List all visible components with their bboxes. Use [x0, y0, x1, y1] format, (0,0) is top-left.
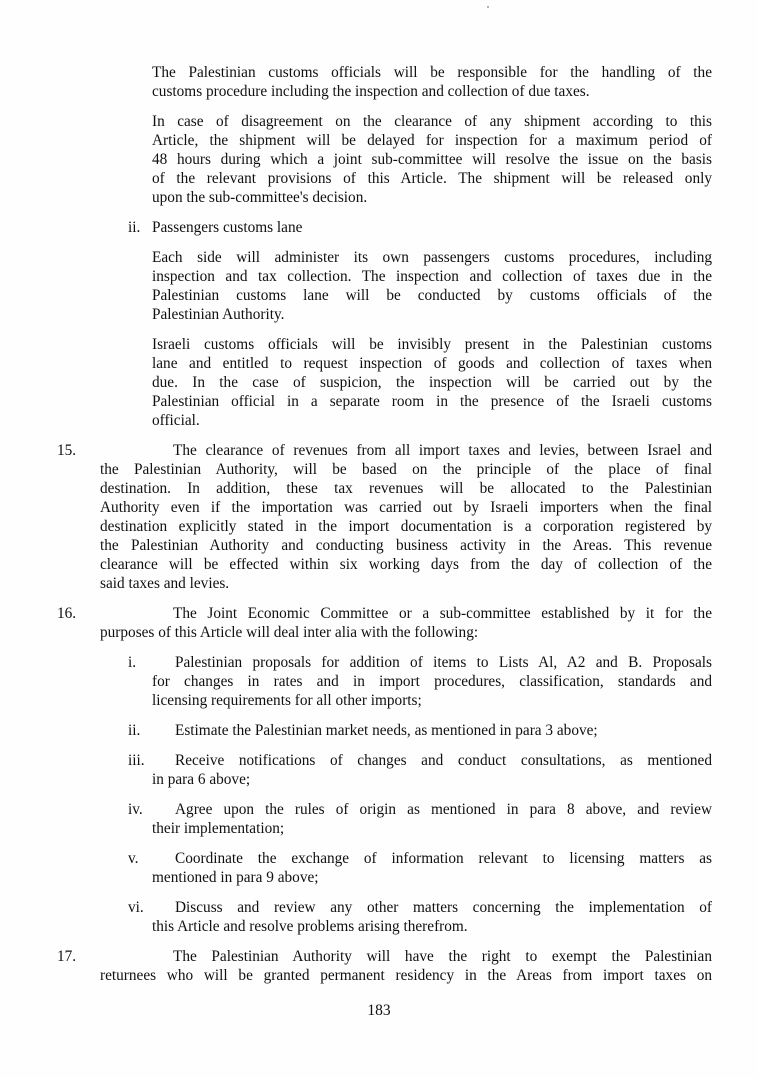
text-line: purposes of this Article will deal inter alia with the following: [100, 624, 479, 641]
list-item [128, 751, 712, 789]
list-item [128, 721, 712, 740]
item-marker: i. [128, 654, 137, 671]
text-line: destination. In addition, these tax revenues will be allocated to the Palestinian [100, 480, 712, 497]
text-line: of the relevant provisions of this Article. The shipment will be released only [152, 170, 712, 187]
text-line: In case of disagreement on the clearance of any shipment according to this [152, 113, 712, 130]
text-line: The Joint Economic Committee or a sub-committee established by it for the [173, 605, 712, 622]
item-marker: ii. [128, 219, 141, 236]
item-marker: 17. [57, 948, 77, 965]
list-item [128, 898, 712, 936]
text-line: Receive notifications of changes and conduct consultations, as mentioned [175, 752, 712, 769]
paragraph [152, 248, 712, 324]
item-marker: iv. [128, 801, 143, 818]
numbered-paragraph [57, 947, 712, 985]
text-line: the Palestinian Authority and conducting business activity in the Areas. This revenue [100, 537, 712, 554]
text-line: the Palestinian Authority, will be based on the principle of the place of final [100, 461, 712, 478]
text-line: customs procedure including the inspection and collection of due taxes. [152, 83, 590, 100]
text-line: this Article and resolve problems arising therefrom. [152, 918, 468, 935]
text-line: Article, the shipment will be delayed for inspection for a maximum period of [152, 132, 712, 149]
text-line: The Palestinian Authority will have the right to exempt the Palestinian [173, 948, 712, 965]
text-line: returnees who will be granted permanent residency in the Areas from import taxes on [100, 967, 712, 984]
text-line: Discuss and review any other matters concerning the implementation of [175, 899, 712, 916]
text-line: lane and entitled to request inspection of goods and collection of taxes when [152, 355, 712, 372]
text-line: mentioned in para 9 above; [152, 869, 319, 886]
document-content [0, 63, 758, 996]
text-line: Agree upon the rules of origin as mentioned in para 8 above, and review [175, 801, 712, 818]
list-item [128, 653, 712, 710]
text-line: Palestinian customs lane will be conducted by customs officials of the [152, 287, 712, 304]
text-line: due. In the case of suspicion, the inspection will be carried out by the [152, 374, 712, 391]
scan-artifact-speck [487, 6, 489, 8]
text-line: The Palestinian customs officials will be responsible for the handling of the [152, 64, 712, 81]
numbered-paragraph [57, 441, 712, 593]
item-marker: ii. [128, 722, 141, 739]
text-line: their implementation; [152, 820, 285, 837]
text-line: Estimate the Palestinian market needs, as mentioned in para 3 above; [175, 722, 598, 739]
text-line: Israeli customs officials will be invisibly present in the Palestinian customs [152, 336, 712, 353]
text-line: licensing requirements for all other imports; [152, 692, 422, 709]
text-line: Coordinate the exchange of information relevant to licensing matters as [175, 850, 712, 867]
item-marker: iii. [128, 752, 145, 769]
text-line: official. [152, 412, 200, 429]
paragraph [152, 112, 712, 207]
item-marker: vi. [128, 899, 144, 916]
list-heading [128, 218, 758, 237]
heading-text: Passengers customs lane [152, 219, 303, 236]
text-line: Palestinian official in a separate room in the presence of the Israeli customs [152, 393, 712, 410]
text-line: upon the sub-committee's decision. [152, 189, 368, 206]
numbered-paragraph [57, 604, 712, 642]
list-item [128, 800, 712, 838]
text-line: Palestinian proposals for addition of items to Lists Al, A2 and B. Proposals [175, 654, 712, 671]
text-line: destination explicitly stated in the import documentation is a corporation registered by [100, 518, 712, 535]
paragraph [152, 335, 712, 430]
text-line: inspection and tax collection. The inspection and collection of taxes due in the [152, 268, 712, 285]
text-line: The clearance of revenues from all import taxes and levies, between Israel and [173, 442, 712, 459]
text-line: Each side will administer its own passengers customs procedures, including [152, 249, 712, 266]
text-line: 48 hours during which a joint sub-committee will resolve the issue on the basis [152, 151, 712, 168]
text-line: for changes in rates and in import procedures, classification, standards and [152, 673, 712, 690]
page-number: 183 [367, 1002, 391, 1019]
text-line: in para 6 above; [152, 771, 251, 788]
text-line: Palestinian Authority. [152, 306, 285, 323]
item-marker: v. [128, 850, 139, 867]
item-marker: 16. [57, 605, 77, 622]
text-line: Authority even if the importation was carried out by Israeli importers when the final [100, 499, 712, 516]
paragraph [152, 63, 712, 101]
text-line: said taxes and levies. [100, 575, 230, 592]
text-line: clearance will be effected within six working days from the day of collection of the [100, 556, 712, 573]
item-marker: 15. [57, 442, 77, 459]
list-item [128, 849, 712, 887]
